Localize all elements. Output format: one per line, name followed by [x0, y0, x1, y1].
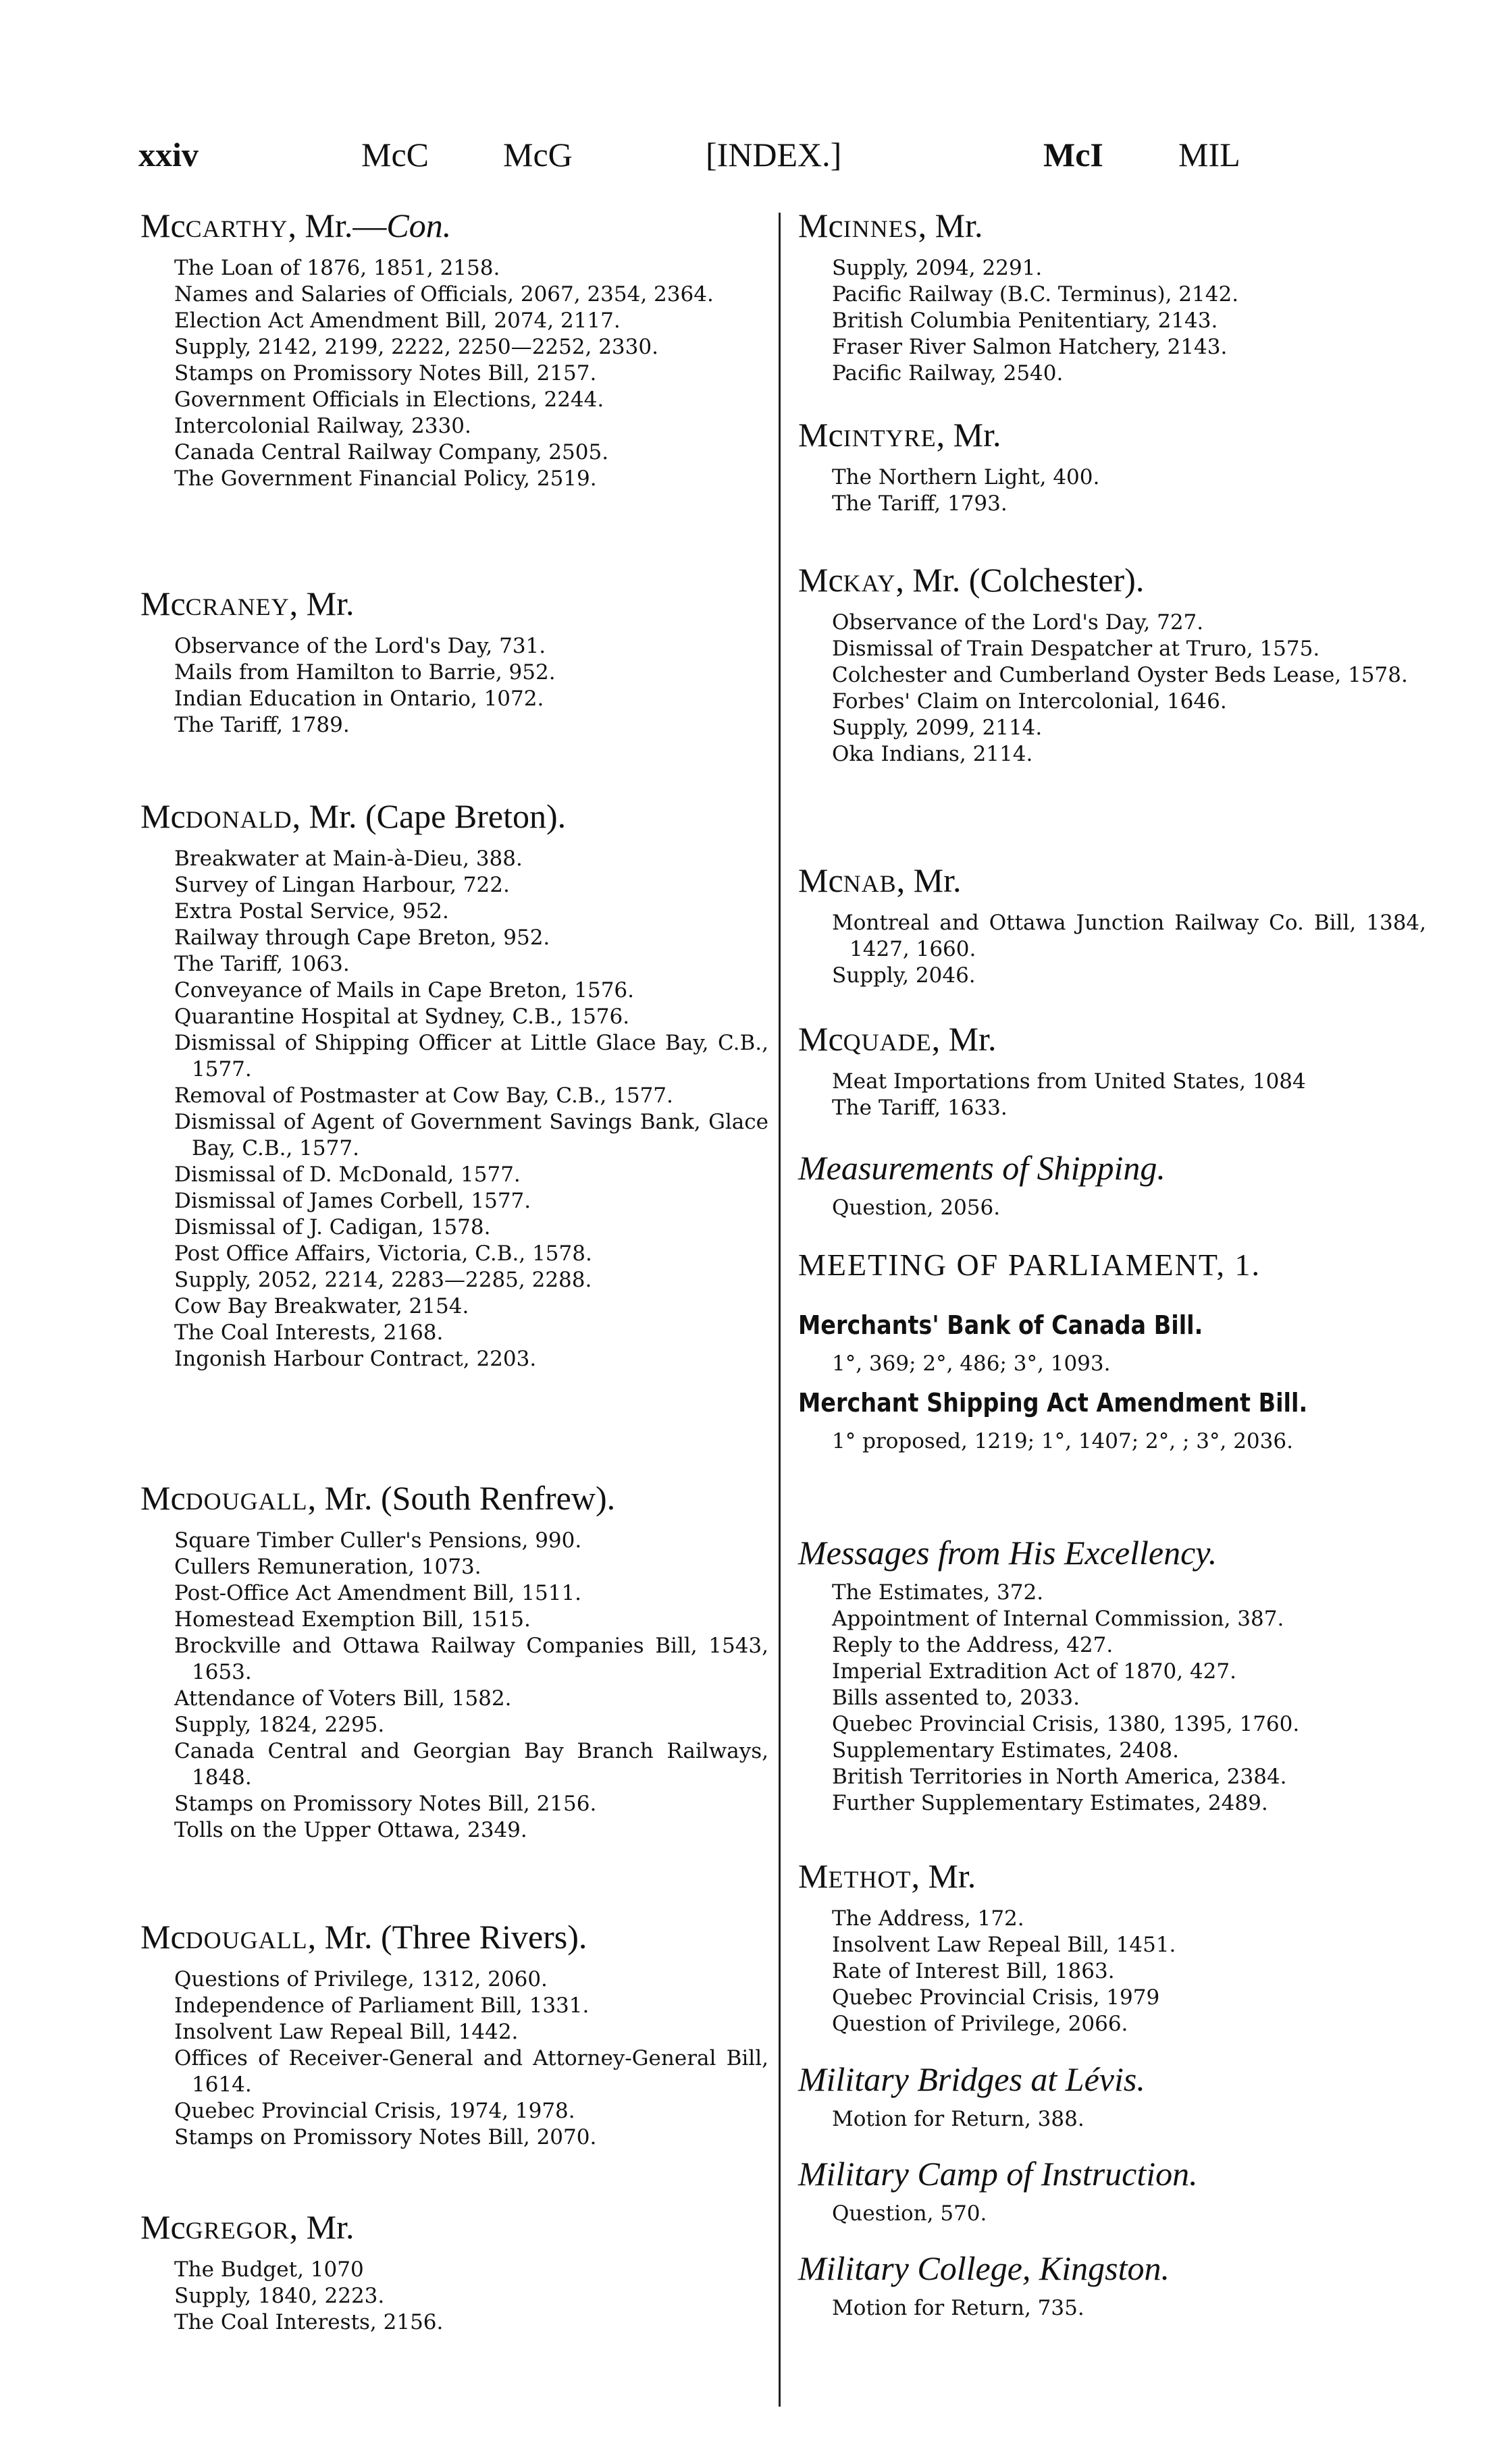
- entry-list: [140, 255, 768, 492]
- header-range-end: McG: [503, 136, 573, 173]
- name-suffix: , Mr. (South Renfrew).: [307, 1479, 616, 1517]
- entry-line: Observance of the Lord's Day, 731.: [174, 634, 546, 658]
- name-initial: Mc: [798, 416, 843, 454]
- name-initial: Mc: [140, 797, 186, 835]
- name-rest: DONALD: [185, 806, 292, 833]
- name-suffix: , Mr.: [911, 1857, 976, 1895]
- entry-line: Attendance of Voters Bill, 1582.: [174, 1686, 512, 1711]
- entry-line: Dismissal of J. Cadigan, 1578.: [174, 1215, 491, 1239]
- entry-list: [140, 846, 768, 1372]
- subject-heading-caps: MEETING OF PARLIAMENT, 1.: [798, 1248, 1261, 1282]
- entry-line: Election Act Amendment Bill, 2074, 2117.: [174, 309, 621, 333]
- entry-line: Ingonish Harbour Contract, 2203.: [174, 1347, 537, 1371]
- name-rest: ETHOT: [828, 1866, 912, 1893]
- entry-line: Oka Indians, 2114.: [832, 742, 1033, 766]
- name-rest: DOUGALL: [185, 1488, 308, 1515]
- entry-line: Homestead Exemption Bill, 1515.: [174, 1607, 531, 1632]
- entry-line: 1° proposed, 1219; 1°, 1407; 2°, ; 3°, 2036.: [832, 1429, 1293, 1453]
- entry-line: The Budget, 1070: [174, 2257, 364, 2282]
- entry-line: The Government Financial Policy, 2519.: [174, 466, 597, 491]
- name-rest: CARTHY: [185, 215, 288, 242]
- entry-list: [798, 464, 1426, 517]
- name-suffix: , Mr. (Colchester).: [895, 561, 1145, 599]
- entry-line: Square Timber Culler's Pensions, 990.: [174, 1528, 582, 1553]
- entry-line: The Tariff, 1793.: [832, 491, 1008, 516]
- entry-line: Tolls on the Upper Ottawa, 2349.: [174, 1818, 527, 1842]
- speaker-name: [798, 560, 1426, 603]
- header-right-start: McI: [1043, 136, 1103, 173]
- entry-list: [798, 910, 1426, 989]
- speaker-name: [798, 1019, 1426, 1062]
- entry-line: Brockville and Ottawa Railway Companies Bill, 1543, 1653.: [174, 1634, 768, 1684]
- entry-line: Fraser River Salmon Hatchery, 2143.: [832, 335, 1228, 359]
- entry-line: Dismissal of Train Despatcher at Truro, 1575.: [832, 637, 1320, 661]
- entry-line: Survey of Lingan Harbour, 722.: [174, 873, 510, 897]
- entry-list: [140, 633, 768, 739]
- index-entry: [140, 206, 768, 492]
- entry-line: Cullers Remuneration, 1073.: [174, 1555, 481, 1579]
- name-initial: M: [798, 1857, 829, 1895]
- entry-line: Supplementary Estimates, 2408.: [832, 1738, 1179, 1763]
- entry-line: Pacific Railway, 2540.: [832, 361, 1064, 385]
- subject-entry: [798, 1532, 1426, 1817]
- entry-line: Stamps on Promissory Notes Bill, 2156.: [174, 1792, 597, 1816]
- entry-line: Mails from Hamilton to Barrie, 952.: [174, 660, 556, 685]
- entry-line: Question, 2056.: [832, 1196, 1001, 1220]
- name-rest: DOUGALL: [185, 1927, 308, 1954]
- name-rest: GREGOR: [185, 2217, 290, 2244]
- entry-line: Post Office Affairs, Victoria, C.B., 1578.: [174, 1241, 592, 1266]
- entry-list: [798, 2295, 1426, 2322]
- entry-list: [798, 2201, 1426, 2227]
- entry-line: The Tariff, 1063.: [174, 952, 350, 976]
- entry-line: Appointment of Internal Commission, 387.: [832, 1607, 1284, 1631]
- entry-line: Questions of Privilege, 1312, 2060.: [174, 1967, 548, 1991]
- entry-line: Quebec Provincial Crisis, 1979: [832, 1985, 1160, 2010]
- index-entry: [140, 797, 768, 1372]
- entry-line: Rate of Interest Bill, 1863.: [832, 1959, 1115, 1983]
- name-suffix: , Mr.: [896, 861, 962, 899]
- header-right-end: MIL: [1178, 136, 1240, 173]
- entry-list: [798, 610, 1426, 768]
- entry-list: [798, 1351, 1426, 1377]
- index-entry: [140, 2207, 768, 2336]
- speaker-name: [140, 1917, 768, 1960]
- index-entry: [798, 861, 1426, 989]
- entry-line: The Tariff, 1789.: [174, 713, 350, 737]
- entry-line: Supply, 2052, 2214, 2283—2285, 2288.: [174, 1268, 592, 1292]
- entry-line: Forbes' Claim on Intercolonial, 1646.: [832, 689, 1227, 714]
- name-initial: Mc: [140, 585, 186, 622]
- subject-heading: Military College, Kingston.: [798, 2249, 1170, 2287]
- name-suffix: , Mr. (Cape Breton).: [292, 797, 567, 835]
- name-suffix: , Mr.: [289, 585, 355, 622]
- name-rest: NAB: [843, 870, 897, 897]
- speaker-name: [798, 1856, 1426, 1899]
- entry-line: Question of Privilege, 2066.: [832, 2012, 1128, 2036]
- name-initial: Mc: [140, 1479, 186, 1517]
- entry-list: [140, 1966, 768, 2151]
- speaker-name: [140, 2207, 768, 2250]
- speaker-name: [798, 206, 1426, 248]
- name-suffix: , Mr.: [936, 416, 1001, 454]
- entry-line: The Northern Light, 400.: [832, 465, 1100, 489]
- name-initial: Mc: [798, 1020, 843, 1058]
- subject-entry: [798, 1246, 1426, 1285]
- subject-entry: [798, 1306, 1426, 1377]
- entry-line: Dismissal of Agent of Government Savings Bank, Glace Bay, C.B., 1577.: [174, 1110, 768, 1160]
- bill-heading: Merchant Shipping Act Amendment Bill.: [798, 1388, 1308, 1418]
- entry-line: Indian Education in Ontario, 1072.: [174, 687, 544, 711]
- speaker-name: [140, 797, 768, 839]
- subject-heading: Messages from His Excellency.: [798, 1534, 1218, 1572]
- header-range-start: McC: [361, 136, 429, 173]
- name-rest: CRANEY: [185, 593, 290, 620]
- subject-heading: Measurements of Shipping.: [798, 1149, 1166, 1187]
- name-rest: INNES: [843, 215, 918, 242]
- entry-line: Extra Postal Service, 952.: [174, 899, 449, 923]
- entry-line: The Coal Interests, 2156.: [174, 2310, 444, 2334]
- entry-line: Quarantine Hospital at Sydney, C.B., 1576.: [174, 1005, 630, 1029]
- entry-line: The Tariff, 1633.: [832, 1096, 1008, 1120]
- entry-line: Conveyance of Mails in Cape Breton, 1576.: [174, 978, 635, 1002]
- speaker-name: [798, 861, 1426, 903]
- index-entry: [798, 560, 1426, 768]
- entry-line: Stamps on Promissory Notes Bill, 2157.: [174, 361, 597, 385]
- column-divider: [779, 213, 781, 2407]
- name-initial: Mc: [140, 207, 186, 244]
- subject-entry: [798, 2248, 1426, 2322]
- entry-line: 1°, 369; 2°, 486; 3°, 1093.: [832, 1351, 1111, 1376]
- entry-line: Offices of Receiver-General and Attorney-General Bill, 1614.: [174, 2046, 768, 2097]
- entry-line: Imperial Extradition Act of 1870, 427.: [832, 1659, 1236, 1684]
- name-suffix: , Mr.: [931, 1020, 997, 1058]
- entry-list: [798, 1069, 1426, 1121]
- entry-line: Supply, 1840, 2223.: [174, 2284, 385, 2308]
- speaker-name: [140, 1478, 768, 1521]
- entry-line: Intercolonial Railway, 2330.: [174, 414, 471, 438]
- entry-list: [798, 255, 1426, 387]
- entry-line: Meat Importations from United States, 1084: [832, 1069, 1306, 1094]
- entry-line: Motion for Return, 735.: [832, 2296, 1084, 2320]
- header-title: [INDEX.]: [706, 136, 842, 173]
- bill-heading: Merchants' Bank of Canada Bill.: [798, 1310, 1203, 1340]
- entry-line: Reply to the Address, 427.: [832, 1633, 1114, 1657]
- entry-line: Pacific Railway (B.C. Terminus), 2142.: [832, 282, 1239, 306]
- name-party: Con.: [386, 207, 452, 244]
- name-initial: Mc: [140, 2208, 186, 2246]
- entry-line: Motion for Return, 388.: [832, 2107, 1084, 2131]
- entry-list: [798, 2106, 1426, 2133]
- entry-line: Question, 570.: [832, 2201, 987, 2226]
- page-number: xxiv: [138, 136, 199, 173]
- entry-line: Montreal and Ottawa Junction Railway Co. Bill, 1384, 1427, 1660.: [832, 911, 1426, 961]
- entry-line: The Loan of 1876, 1851, 2158.: [174, 256, 500, 280]
- name-suffix: , Mr.—: [288, 207, 387, 244]
- entry-line: Canada Central Railway Company, 2505.: [174, 440, 609, 464]
- entry-line: The Coal Interests, 2168.: [174, 1320, 444, 1345]
- name-initial: Mc: [798, 561, 843, 599]
- entry-line: Independence of Parliament Bill, 1331.: [174, 1993, 590, 2018]
- subject-entry: [798, 2059, 1426, 2133]
- index-entry: [140, 1917, 768, 2151]
- entry-line: Supply, 2142, 2199, 2222, 2250—2252, 2330.: [174, 335, 658, 359]
- index-entry: [140, 584, 768, 739]
- name-rest: INTYRE: [843, 425, 937, 452]
- entry-line: Supply, 2094, 2291.: [832, 256, 1043, 280]
- subject-entry: [798, 1384, 1426, 1455]
- entry-line: Supply, 2046.: [832, 963, 976, 988]
- entry-line: Removal of Postmaster at Cow Bay, C.B., 1577.: [174, 1083, 673, 1108]
- entry-line: Bills assented to, 2033.: [832, 1686, 1080, 1710]
- entry-line: British Columbia Penitentiary, 2143.: [832, 309, 1218, 333]
- name-initial: Mc: [798, 861, 843, 899]
- entry-line: Dismissal of D. McDonald, 1577.: [174, 1162, 521, 1187]
- entry-line: Names and Salaries of Officials, 2067, 2354, 2364.: [174, 282, 714, 306]
- entry-line: Dismissal of James Corbell, 1577.: [174, 1189, 531, 1213]
- entry-line: Stamps on Promissory Notes Bill, 2070.: [174, 2125, 597, 2149]
- entry-line: Cow Bay Breakwater, 2154.: [174, 1294, 469, 1318]
- index-entry: [798, 1856, 1426, 2037]
- running-header: [138, 135, 1286, 182]
- entry-line: Breakwater at Main-à-Dieu, 388.: [174, 847, 523, 871]
- entry-line: Colchester and Cumberland Oyster Beds Lease, 1578.: [832, 663, 1408, 687]
- name-suffix: , Mr.: [289, 2208, 355, 2246]
- entry-list: [798, 1580, 1426, 1817]
- speaker-name: [798, 415, 1426, 458]
- name-initial: Mc: [140, 1918, 186, 1956]
- speaker-name: [140, 206, 768, 248]
- subject-heading: Military Bridges at Lévis.: [798, 2060, 1145, 2098]
- entry-line: Supply, 2099, 2114.: [832, 716, 1043, 740]
- name-suffix: , Mr.: [918, 207, 983, 244]
- entry-line: Supply, 1824, 2295.: [174, 1713, 385, 1737]
- entry-line: Canada Central and Georgian Bay Branch Railways, 1848.: [174, 1739, 768, 1790]
- name-rest: KAY: [843, 570, 896, 597]
- entry-line: Railway through Cape Breton, 952.: [174, 926, 550, 950]
- entry-line: Quebec Provincial Crisis, 1974, 1978.: [174, 2099, 575, 2123]
- name-initial: Mc: [798, 207, 843, 244]
- speaker-name: [140, 584, 768, 626]
- entry-line: Insolvent Law Repeal Bill, 1451.: [832, 1933, 1176, 1957]
- entry-line: The Estimates, 372.: [832, 1580, 1044, 1605]
- entry-line: Observance of the Lord's Day, 727.: [832, 610, 1204, 635]
- index-entry: [140, 1478, 768, 1844]
- entry-line: Further Supplementary Estimates, 2489.: [832, 1791, 1268, 1815]
- entry-list: [798, 1428, 1426, 1455]
- name-rest: QUADE: [843, 1029, 932, 1056]
- entry-line: Government Officials in Elections, 2244.: [174, 387, 604, 412]
- entry-list: [140, 2257, 768, 2336]
- subject-entry: [798, 1148, 1426, 1221]
- entry-line: Post-Office Act Amendment Bill, 1511.: [174, 1581, 582, 1605]
- index-entry: [798, 415, 1426, 517]
- entry-list: [140, 1528, 768, 1844]
- entry-list: [798, 1195, 1426, 1221]
- entry-list: [798, 1906, 1426, 2037]
- index-entry: [798, 206, 1426, 387]
- subject-entry: [798, 2153, 1426, 2227]
- subject-heading: Military Camp of Instruction.: [798, 2155, 1198, 2193]
- index-entry: [798, 1019, 1426, 1121]
- entry-line: Quebec Provincial Crisis, 1380, 1395, 1760.: [832, 1712, 1300, 1736]
- name-suffix: , Mr. (Three Rivers).: [307, 1918, 587, 1956]
- entry-line: Insolvent Law Repeal Bill, 1442.: [174, 2020, 519, 2044]
- entry-line: Dismissal of Shipping Officer at Little Glace Bay, C.B., 1577.: [174, 1031, 768, 1081]
- entry-line: The Address, 172.: [832, 1906, 1024, 1931]
- entry-line: British Territories in North America, 2384.: [832, 1765, 1287, 1789]
